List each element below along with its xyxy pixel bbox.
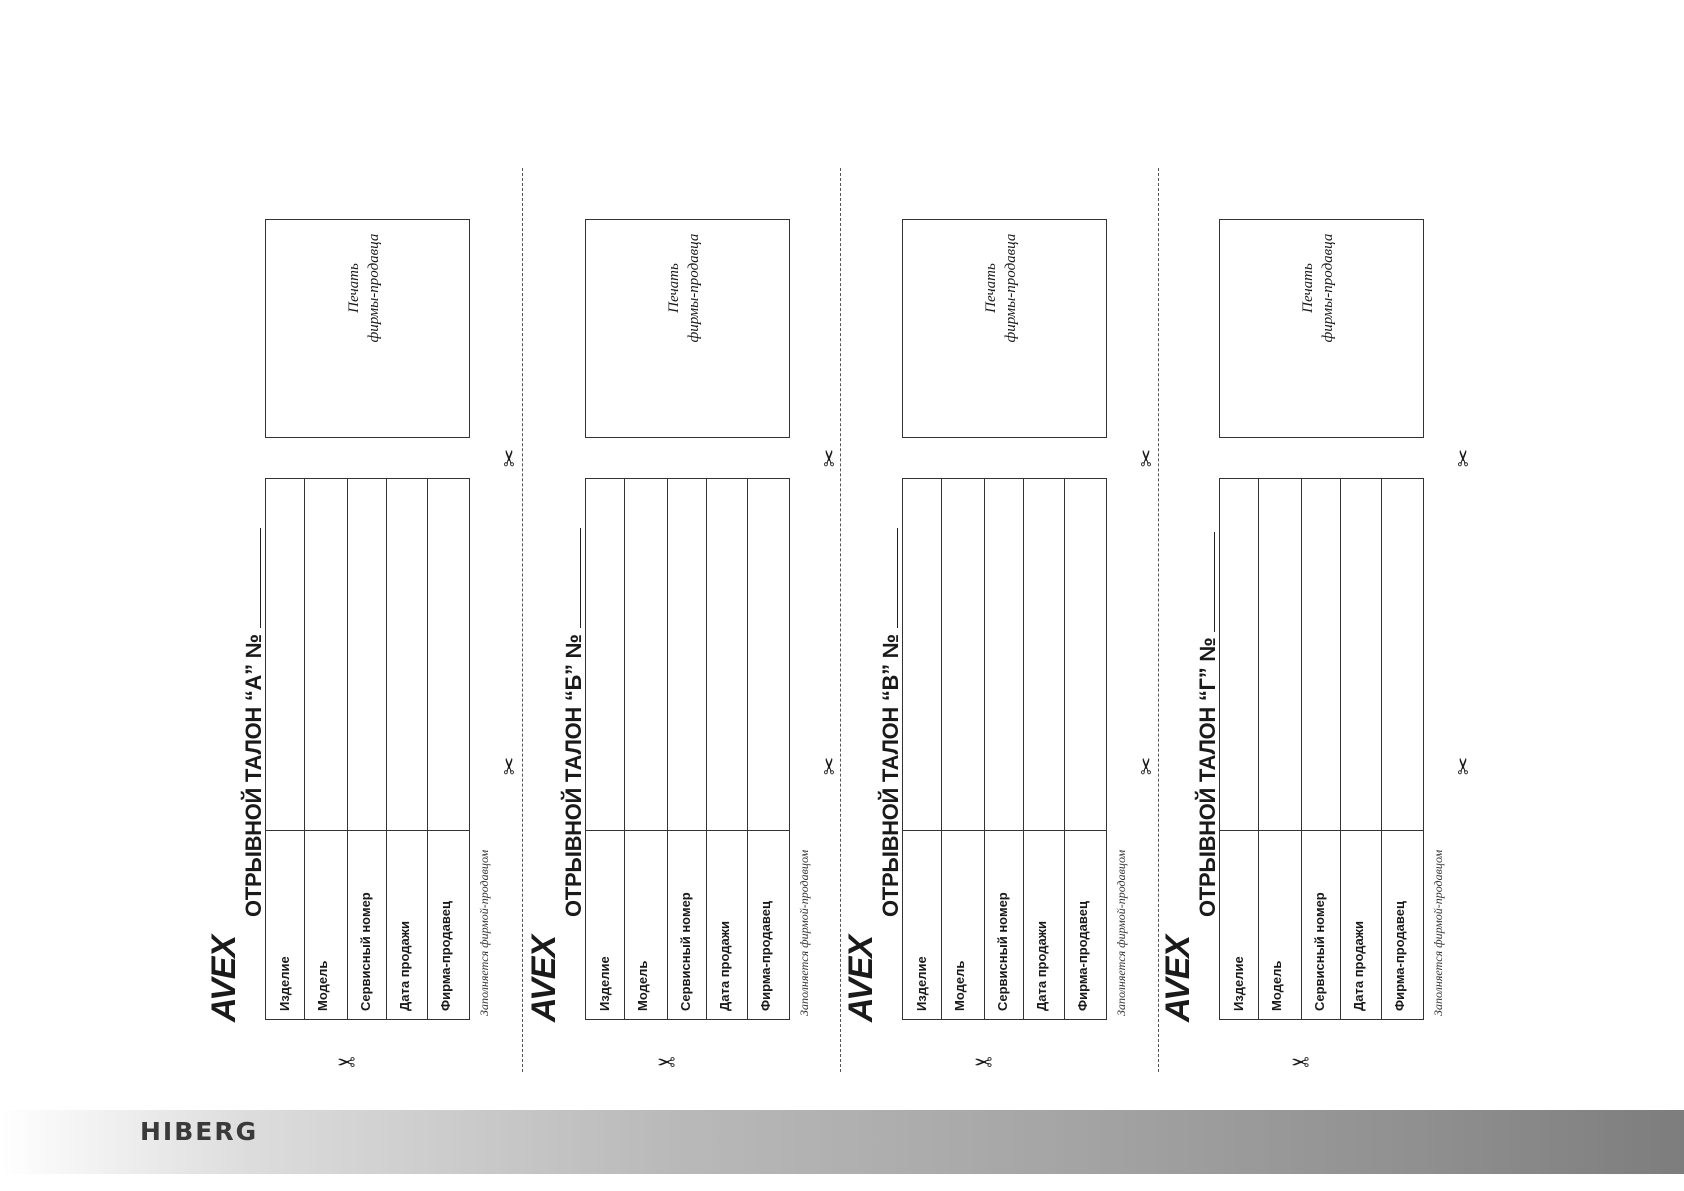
field-label: Фирма-продавец	[1392, 901, 1407, 1011]
number-blank	[1200, 532, 1215, 632]
coupon-form-table	[902, 478, 1107, 1020]
table-divider	[747, 479, 748, 1019]
number-blank	[246, 528, 261, 628]
table-divider	[347, 479, 348, 1019]
stamp-caption	[344, 208, 384, 368]
warranty-coupon	[1159, 160, 1491, 1080]
scissors-icon: ✂	[1291, 1049, 1310, 1074]
field-label: Дата продажи	[1034, 921, 1049, 1011]
field-label: Дата продажи	[717, 921, 732, 1011]
scissors-icon: ✂	[1451, 448, 1477, 468]
table-divider	[1340, 479, 1341, 1019]
table-divider	[1023, 479, 1024, 1019]
avex-logo: AVEX	[1159, 935, 1197, 1022]
coupon-title	[561, 528, 587, 917]
stamp-caption-line: Печать	[666, 263, 682, 313]
table-divider	[984, 479, 985, 1019]
avex-logo: AVEX	[525, 935, 563, 1022]
seller-stamp-box	[585, 219, 790, 438]
table-divider	[1301, 479, 1302, 1019]
scissors-icon: ✂	[817, 448, 843, 468]
coupon-form-table	[265, 478, 470, 1020]
cut-line	[840, 168, 841, 1072]
stamp-caption	[981, 208, 1021, 368]
coupon-title	[241, 528, 267, 917]
scissors-icon: ✂	[1134, 756, 1160, 776]
table-divider	[304, 479, 305, 1019]
warranty-coupon	[205, 160, 537, 1080]
brand-logo: HIBERG	[140, 1117, 259, 1146]
field-label: Сервисный номер	[995, 892, 1010, 1011]
scissors-icon: ✂	[337, 1049, 356, 1074]
coupon-title-text: ОТРЫВНОЙ ТАЛОН “Г” №	[1195, 637, 1220, 917]
field-label: Фирма-продавец	[758, 901, 773, 1011]
field-label: Сервисный номер	[358, 892, 373, 1011]
coupon-form-table	[585, 478, 790, 1020]
avex-logo: AVEX	[842, 935, 880, 1022]
seller-fill-note: Заполняется фирмой-продавцом	[1431, 849, 1445, 1016]
number-blank	[883, 528, 898, 628]
field-label: Изделие	[914, 956, 929, 1011]
stamp-caption-line: фирмы-продавца	[1320, 233, 1336, 343]
stamp-caption-line: фирмы-продавца	[1003, 233, 1019, 343]
coupon-title	[1195, 532, 1221, 917]
field-label: Модель	[635, 960, 650, 1011]
stamp-caption	[1298, 208, 1338, 368]
cut-line	[522, 168, 523, 1072]
warranty-coupon	[525, 160, 857, 1080]
table-divider	[903, 830, 1106, 831]
table-divider	[1064, 479, 1065, 1019]
stamp-caption-line: фирмы-продавца	[366, 233, 382, 343]
table-divider	[667, 479, 668, 1019]
avex-logo: AVEX	[205, 935, 243, 1022]
table-divider	[427, 479, 428, 1019]
table-divider	[706, 479, 707, 1019]
table-divider	[1220, 830, 1423, 831]
field-label: Изделие	[1231, 956, 1246, 1011]
table-divider	[941, 479, 942, 1019]
seller-fill-note: Заполняется фирмой-продавцом	[1114, 849, 1128, 1016]
field-label: Изделие	[597, 956, 612, 1011]
scissors-icon: ✂	[1134, 448, 1160, 468]
coupon-form-table	[1219, 478, 1424, 1020]
field-label: Модель	[1269, 960, 1284, 1011]
number-blank	[566, 528, 581, 628]
field-label: Дата продажи	[397, 921, 412, 1011]
seller-stamp-box	[902, 219, 1107, 438]
seller-stamp-box	[1219, 219, 1424, 438]
scissors-icon: ✂	[817, 756, 843, 776]
warranty-coupon	[842, 160, 1174, 1080]
stamp-caption-line: Печать	[346, 263, 362, 313]
stamp-caption-line: фирмы-продавца	[686, 233, 702, 343]
stamp-caption-line: Печать	[1300, 263, 1316, 313]
seller-fill-note: Заполняется фирмой-продавцом	[797, 849, 811, 1016]
field-label: Модель	[952, 960, 967, 1011]
coupon-title	[878, 528, 904, 917]
cut-line	[1158, 168, 1159, 1072]
field-label: Фирма-продавец	[438, 901, 453, 1011]
scissors-icon: ✂	[497, 448, 523, 468]
stamp-caption	[664, 208, 704, 368]
field-label: Фирма-продавец	[1075, 901, 1090, 1011]
table-divider	[1381, 479, 1382, 1019]
table-divider	[266, 830, 469, 831]
field-label: Изделие	[277, 956, 292, 1011]
coupon-title-text: ОТРЫВНОЙ ТАЛОН “Б” №	[561, 634, 586, 917]
coupon-title-text: ОТРЫВНОЙ ТАЛОН “В” №	[878, 634, 903, 917]
seller-stamp-box	[265, 219, 470, 438]
table-divider	[386, 479, 387, 1019]
coupon-title-text: ОТРЫВНОЙ ТАЛОН “А” №	[241, 634, 266, 917]
seller-fill-note: Заполняется фирмой-продавцом	[477, 849, 491, 1016]
stamp-caption-line: Печать	[983, 263, 999, 313]
field-label: Сервисный номер	[678, 892, 693, 1011]
field-label: Дата продажи	[1351, 921, 1366, 1011]
scissors-icon: ✂	[657, 1049, 676, 1074]
scissors-icon: ✂	[497, 756, 523, 776]
table-divider	[624, 479, 625, 1019]
scissors-icon: ✂	[1451, 756, 1477, 776]
field-label: Сервисный номер	[1312, 892, 1327, 1011]
field-label: Модель	[315, 960, 330, 1011]
table-divider	[1258, 479, 1259, 1019]
scissors-icon: ✂	[974, 1049, 993, 1074]
table-divider	[586, 830, 789, 831]
